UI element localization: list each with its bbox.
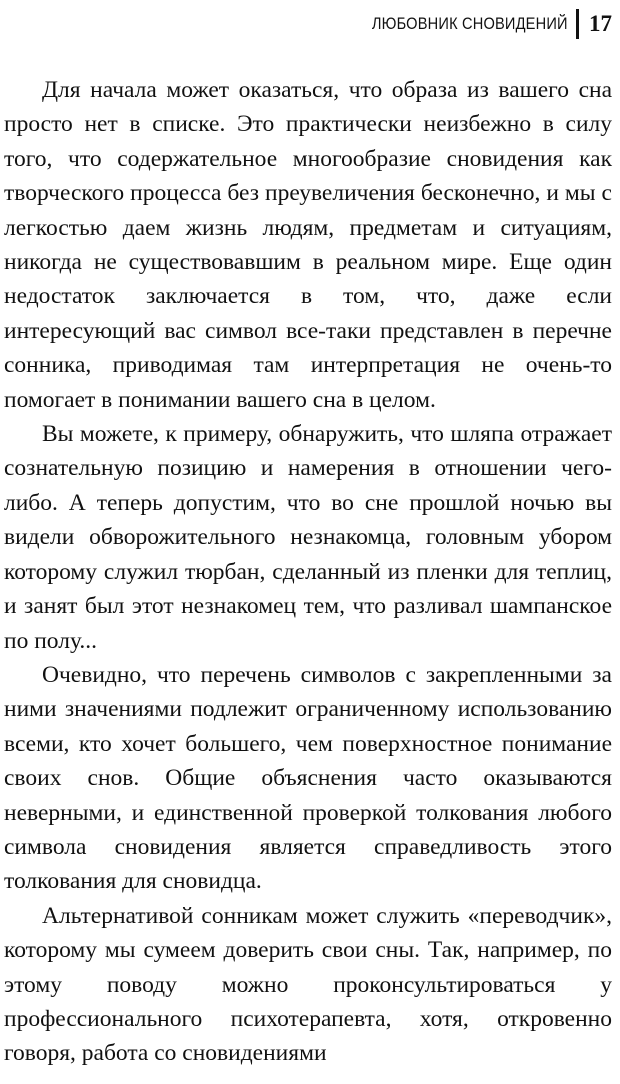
page-number: 17	[589, 11, 612, 36]
paragraph-2: Вы можете, к примеру, обнаружить, что шляпа отражает сознательную позицию и намерения в отношении чего-либо. А теперь допустим, что во сне прошлой ночью вы видели обворожительного незнакомца, головным убором которому служил тюрбан, сделанный из пленки для теплиц, и занят был этот незнакомец тем, что разливал шампанское по полу...	[4, 421, 612, 654]
paragraph-4: Альтернативой сонникам может служить «переводчик», которому мы сумеем доверить свои сны. Так, например, по этому поводу можно проконсультироваться у профессионального психотерапевта, хотя, откровенно говоря, работа со сновидениями	[4, 902, 612, 1067]
paragraph-1: Для начала может оказаться, что образа из вашего сна просто нет в списке. Это практически неизбежно в силу того, что содержательное многообразие сновидения как творческого процесса без преувеличения бесконечно, и мы с легкостью даем жизнь людям, предметам и ситуациям, никогда не существовавшим в реальном мире. Еще один недостаток заключается в том, что, даже если интересующий вас символ все-таки представлен в перечне сонника, приводимая там интерпретация не очень-то помогает в понимании вашего сна в целом.	[4, 77, 612, 413]
body-text	[4, 73, 612, 1071]
page-header	[340, 8, 612, 40]
header-divider	[576, 9, 579, 39]
running-head: ЛЮБОВНИК СНОВИДЕНИЙ	[372, 14, 568, 33]
paragraph-3: Очевидно, что перечень символов с закрепленными за ними значениями подлежит ограниченному использованию всеми, кто хочет большего, чем поверхностное понимание своих снов. Общие объяснения часто оказываются неверными, и единственной проверкой толкования любого символа сновидения является справедливость этого толкования для сновидца.	[4, 661, 612, 895]
